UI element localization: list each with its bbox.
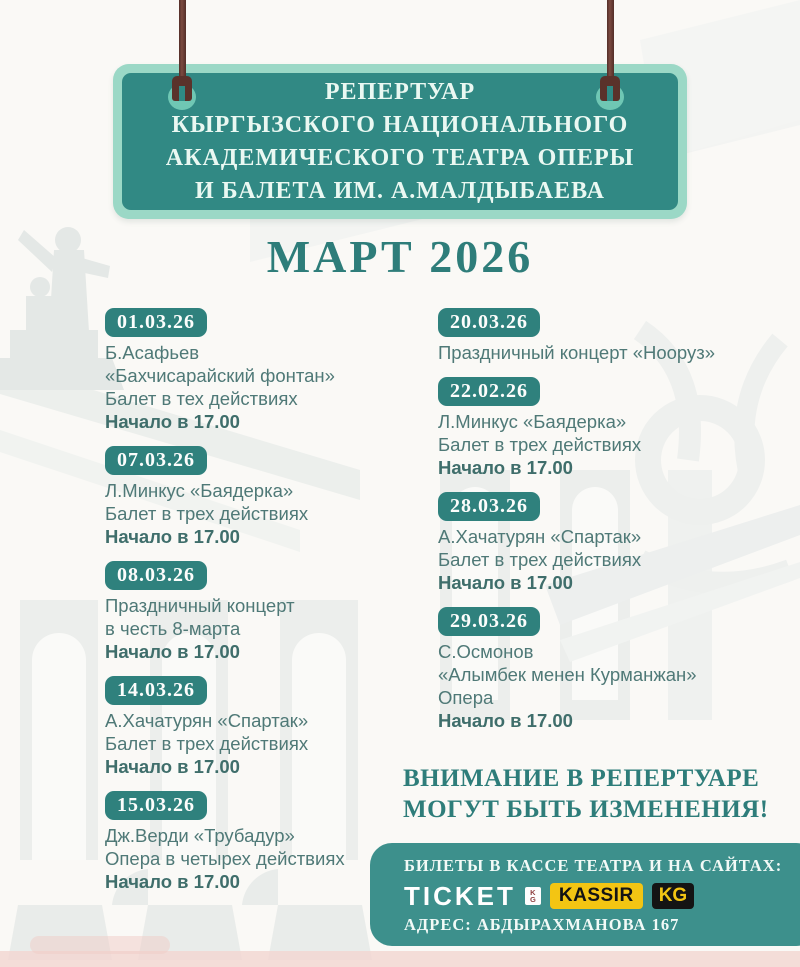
- title-line: КЫРГЫЗСКОГО НАЦИОНАЛЬНОГО: [171, 111, 629, 138]
- ticket-kg-badge-top: K: [530, 887, 536, 897]
- tickets-info-line: БИЛЕТЫ В КАССЕ ТЕАТРА И НА САЙТАХ:: [404, 856, 783, 875]
- event-item: [438, 308, 788, 364]
- event-time: Начало в 17.00: [105, 756, 240, 777]
- event-date-badge: 22.02.26: [438, 377, 540, 406]
- title-line: И БАЛЕТА ИМ. А.МАЛДЫБАЕВА: [195, 177, 605, 204]
- event-item: [105, 308, 420, 433]
- event-date-badge: 15.03.26: [105, 791, 207, 820]
- event-detail-line: Л.Минкус «Баядерка»: [438, 411, 627, 432]
- event-detail-line: А.Хачатурян «Спартак»: [438, 526, 642, 547]
- month-title: МАРТ 2026: [266, 231, 534, 282]
- event-detail-line: С.Осмонов: [438, 641, 534, 662]
- event-item: [438, 607, 788, 732]
- clothespin-icon-right: [595, 76, 625, 110]
- title-line: АКАДЕМИЧЕСКОГО ТЕАТРА ОПЕРЫ: [165, 144, 635, 171]
- notice-line: МОГУТ БЫТЬ ИЗМЕНЕНИЯ!: [403, 796, 769, 823]
- event-detail-line: Балет в трех действиях: [105, 503, 309, 524]
- event-time: Начало в 17.00: [438, 457, 573, 478]
- pin-clamp: [600, 76, 620, 101]
- ticket-kg-badge-icon: [525, 887, 541, 905]
- tickets-footer-box: [370, 843, 800, 946]
- event-date-badge: 14.03.26: [105, 676, 207, 705]
- event-detail-line: А.Хачатурян «Спартак»: [105, 710, 309, 731]
- title-line: РЕПЕРТУАР: [324, 78, 476, 105]
- event-item: [438, 377, 788, 479]
- event-date-badge: 20.03.26: [438, 308, 540, 337]
- event-time: Начало в 17.00: [105, 526, 240, 547]
- event-time: Начало в 17.00: [105, 641, 240, 662]
- event-detail-line: Л.Минкус «Баядерка»: [105, 480, 294, 501]
- event-date-badge: 01.03.26: [105, 308, 207, 337]
- event-time: Начало в 17.00: [438, 572, 573, 593]
- event-detail-line: Дж.Верди «Трубадур»: [105, 825, 295, 846]
- event-detail-line: «Алымбек менен Курманжан»: [438, 664, 697, 685]
- address-line: АДРЕС: АБДЫРАХМАНОВА 167: [404, 915, 680, 934]
- event-detail-line: Балет в трех действиях: [438, 549, 642, 570]
- schedule-column-right: [438, 308, 788, 745]
- notice-line: ВНИМАНИЕ В РЕПЕРТУАРЕ: [403, 765, 760, 792]
- event-time: Начало в 17.00: [105, 871, 240, 892]
- ticket-kg-logo: TICKET: [404, 881, 516, 911]
- event-date-badge: 28.03.26: [438, 492, 540, 521]
- clothespin-icon-left: [167, 76, 197, 110]
- event-item: [438, 492, 788, 594]
- hanging-string-left: [179, 0, 186, 82]
- event-time: Начало в 17.00: [438, 710, 573, 731]
- event-detail-line: Балет в трех действиях: [105, 733, 309, 754]
- event-detail-line: «Бахчисарайский фонтан»: [105, 365, 335, 386]
- ticket-kg-badge-bottom: G: [529, 895, 536, 904]
- event-date-badge: 07.03.26: [105, 446, 207, 475]
- event-detail-line: Опера: [438, 687, 494, 708]
- event-time: Начало в 17.00: [105, 411, 240, 432]
- event-item: [105, 676, 420, 778]
- event-detail-line: Праздничный концерт: [105, 595, 295, 616]
- event-date-badge: 08.03.26: [105, 561, 207, 590]
- repertoire-change-notice: [403, 763, 769, 825]
- kassir-logo: KASSIR: [550, 883, 643, 909]
- event-detail-line: Опера в четырех действиях: [105, 848, 345, 869]
- schedule-column-left: [105, 308, 420, 906]
- hanging-string-right: [607, 0, 614, 82]
- event-detail-line: Балет в трех действиях: [438, 434, 642, 455]
- event-item: [105, 561, 420, 663]
- pin-clamp: [172, 76, 192, 101]
- event-detail-line: Б.Асафьев: [105, 342, 200, 363]
- event-detail-line: в честь 8-марта: [105, 618, 241, 639]
- event-date-badge: 29.03.26: [438, 607, 540, 636]
- event-detail-line: Праздничный концерт «Нооруз»: [438, 342, 716, 363]
- ticket-vendor-logos: [404, 883, 800, 909]
- kassir-kg-badge: KG: [652, 883, 695, 909]
- event-item: [105, 446, 420, 548]
- event-detail-line: Балет в тех действиях: [105, 388, 298, 409]
